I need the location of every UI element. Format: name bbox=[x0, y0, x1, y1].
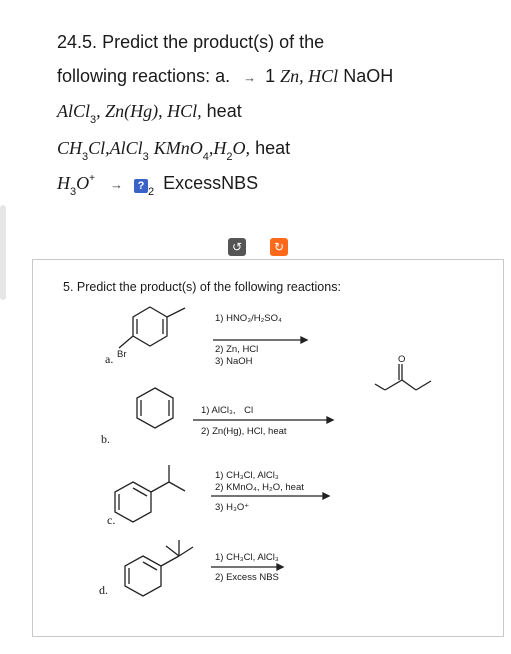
condition-2: 2) Excess NBS bbox=[215, 572, 279, 583]
condition-2: 2) Zn(Hg), HCl, heat bbox=[201, 426, 287, 437]
h-text: H bbox=[57, 173, 70, 193]
unknown-glyph-icon: ? bbox=[134, 179, 148, 193]
condition-cl: Cl bbox=[244, 405, 254, 416]
sub-3: 3 bbox=[90, 114, 97, 126]
condition-1: 1) HNO₃/H₂SO₄ bbox=[215, 313, 282, 324]
benzene-ring-d bbox=[125, 540, 193, 596]
reaction-c-label: c. bbox=[107, 513, 116, 527]
reaction-a-label: a. bbox=[105, 352, 114, 366]
condition-1: 1) CH₃Cl, AlCl₃ bbox=[215, 552, 279, 563]
sub-3: 3 bbox=[82, 151, 89, 163]
carbonyl-o: O bbox=[398, 354, 406, 365]
panel-title: 5. Predict the product(s) of the following reactions: bbox=[63, 280, 341, 294]
sub-3: 3 bbox=[142, 151, 149, 163]
kmno-text: KMnO bbox=[153, 138, 203, 158]
reaction-b-conditions-2 bbox=[201, 426, 287, 438]
scrollbar-handle[interactable] bbox=[0, 205, 6, 300]
question-number: 24.5. bbox=[57, 32, 98, 52]
reaction-b-conditions bbox=[201, 405, 253, 417]
h-text: ,H bbox=[208, 138, 227, 158]
substituent-br: Br bbox=[117, 349, 127, 360]
question-title-line bbox=[57, 32, 324, 53]
reaction-a-conditions bbox=[215, 313, 282, 325]
reaction-d-conditions bbox=[215, 552, 279, 564]
alcl3-text: AlCl bbox=[57, 101, 91, 121]
sub-4: 4 bbox=[202, 151, 209, 163]
question-line-5 bbox=[57, 173, 259, 198]
sub-2: 2 bbox=[226, 151, 233, 163]
line5-nbs: ExcessNBS bbox=[163, 173, 259, 193]
question-line-4 bbox=[57, 138, 291, 163]
reaction-d-conditions-2 bbox=[215, 572, 279, 584]
condition-3: 3) H₃O⁺ bbox=[215, 502, 250, 513]
o-text: O, bbox=[232, 138, 251, 158]
o-text: O bbox=[76, 173, 90, 193]
condition-2: 2) Zn, HCl bbox=[215, 344, 259, 355]
rotate-left-button[interactable] bbox=[228, 238, 246, 256]
sub-2: 2 bbox=[148, 186, 155, 198]
rotate-right-button[interactable] bbox=[270, 238, 288, 256]
line2-text: following reactions: a. bbox=[57, 66, 231, 86]
arrow-icon: → bbox=[109, 177, 123, 192]
reaction-b-label: b. bbox=[101, 432, 110, 446]
reaction-a-conditions-2 bbox=[215, 344, 258, 368]
question-line-2 bbox=[57, 66, 393, 87]
benzene-ring-a bbox=[119, 307, 185, 348]
arrow-icon: → bbox=[243, 70, 257, 85]
cl-alcl-text: Cl,AlCl bbox=[88, 138, 143, 158]
question-title: Predict the product(s) of the bbox=[102, 32, 325, 52]
reaction-d-label: d. bbox=[99, 583, 108, 597]
sup-plus: + bbox=[89, 173, 95, 184]
line2-num: 1 bbox=[265, 66, 276, 86]
line2-base: NaOH bbox=[343, 66, 394, 86]
condition-1: 1) CH₃Cl, AlCl₃ bbox=[215, 470, 279, 481]
reaction-c-conditions bbox=[215, 470, 304, 494]
line3-heat: heat bbox=[206, 101, 242, 121]
condition-2: 2) KMnO₄, H₂O, heat bbox=[215, 482, 304, 493]
line2-reagents: Zn, HCl bbox=[280, 66, 339, 86]
condition-1: 1) AlCl₃, bbox=[201, 405, 236, 416]
benzene-ring-b bbox=[137, 388, 173, 428]
line3-reagents: , Zn(Hg), HCl, bbox=[96, 101, 202, 121]
benzene-ring-c bbox=[115, 465, 185, 522]
line4-heat: heat bbox=[255, 138, 291, 158]
sub-3: 3 bbox=[70, 186, 77, 198]
rotate-right-icon: ↻ bbox=[273, 240, 285, 254]
problem-image bbox=[32, 259, 504, 637]
ch3-text: CH bbox=[57, 138, 83, 158]
rotate-left-icon: ↺ bbox=[231, 240, 243, 254]
condition-3: 3) NaOH bbox=[215, 356, 253, 367]
reaction-c-conditions-2 bbox=[215, 502, 249, 514]
question-line-3 bbox=[57, 101, 242, 126]
